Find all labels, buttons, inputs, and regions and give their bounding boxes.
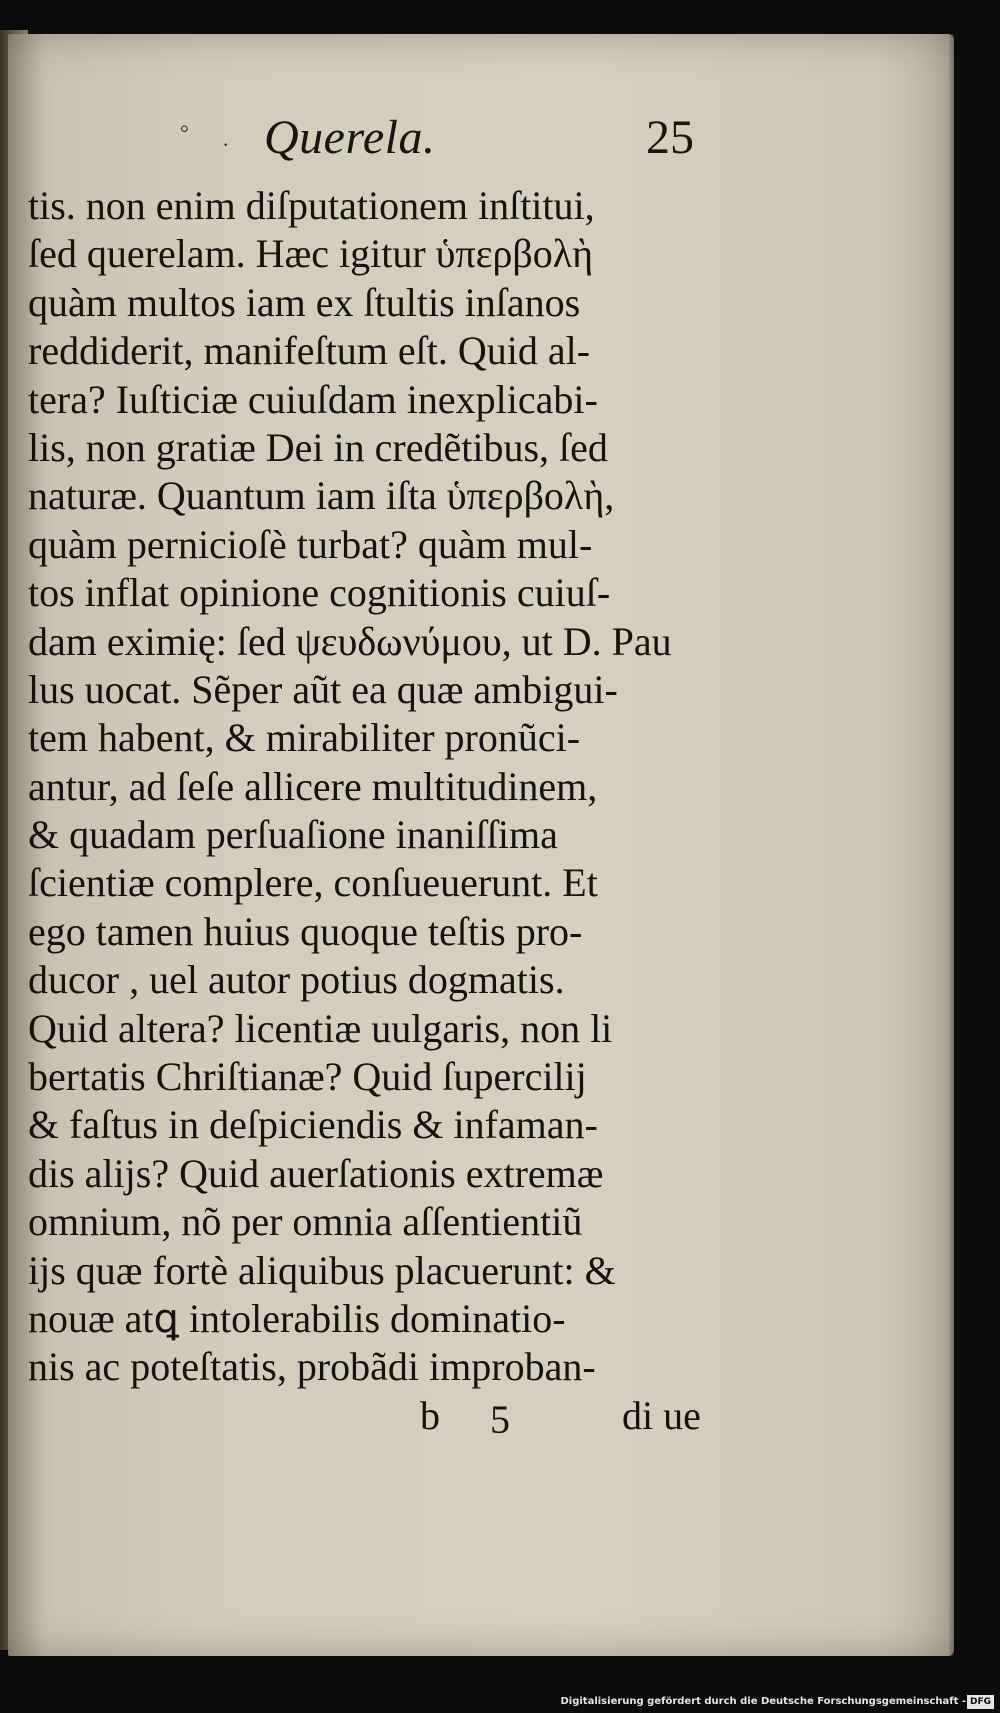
text-line: omnium, nõ per omnia aſſentientiũ [28,1199,583,1245]
text-line: lus uocat. Sẽper aũt ea quæ ambigui- [28,666,618,712]
text-line: bertatis Chriſtianæ? Quid ſupercilij [28,1054,587,1100]
text-line: ego tamen huius quoque teſtis pro- [28,908,583,954]
text-line: tis. non enim diſputationem inſtitui, [28,183,595,228]
text-line: ſcientiæ complere, conſueuerunt. Et [28,860,598,906]
text-line: tos inflat opinione cognitionis cuiuſ- [28,570,611,616]
text-line: & faſtus in deſpiciendis & infaman- [28,1102,598,1148]
text-line: nis ac poteſtatis, probãdi improban- [28,1344,596,1390]
signature-mark: b [420,1393,440,1438]
text-line: reddiderit, manifeſtum eſt. Quid al- [28,328,591,374]
text-line: naturæ. Quantum iam iſta ὑπερβολὴ, [28,473,615,519]
text-line: lis, non gratiæ Dei in credẽtibus, ſed [28,424,608,470]
text-line: Quid altera? licentiæ uulgaris, non li [28,1005,613,1051]
text-line: & quadam perſuaſione inaniſſima [28,812,558,858]
signature-number: 5 [490,1397,510,1442]
body-text [28,182,728,1392]
page-number: 25 [646,111,694,164]
text-line: quàm multos iam ex ſtultis inſanos [28,279,581,325]
page-header [8,110,954,180]
text-line: ducor , uel autor potius dogmatis. [28,957,565,1003]
text-line: quàm pernicioſè turbat? quàm mul- [28,521,593,567]
text-line: dam eximię: ſed ψευδωνύμου, ut D. Pau [28,618,672,664]
ink-speck: · [222,132,230,157]
text-line: tem habent, & mirabiliter pronũci- [28,715,581,761]
text-line: antur, ad ſeſe allicere multitudinem, [28,763,598,809]
text-line: tera? Iuſticiæ cuiuſdam inexplicabi- [28,376,598,422]
running-title: Querela. [264,111,436,164]
catchline [8,1392,954,1442]
text-line: ijs quæ fortè aliquibus placuerunt: & [28,1247,616,1293]
ink-speck: ° [180,120,189,145]
dfg-logo-icon: DFG [967,1695,994,1709]
text-line: nouæ atꝗ intolerabilis dominatio- [28,1295,566,1341]
catchword: di ue [622,1393,701,1438]
text-line: ſed querelam. Hæc igitur ὑπερβολὴ [28,231,594,277]
book-page [8,34,954,1656]
text-line: dis alijs? Quid auerſationis extremæ [28,1150,604,1196]
digitization-credit: Digitalisierung gefördert durch die Deutsche Forschungsgemeinschaft - [560,1696,966,1707]
